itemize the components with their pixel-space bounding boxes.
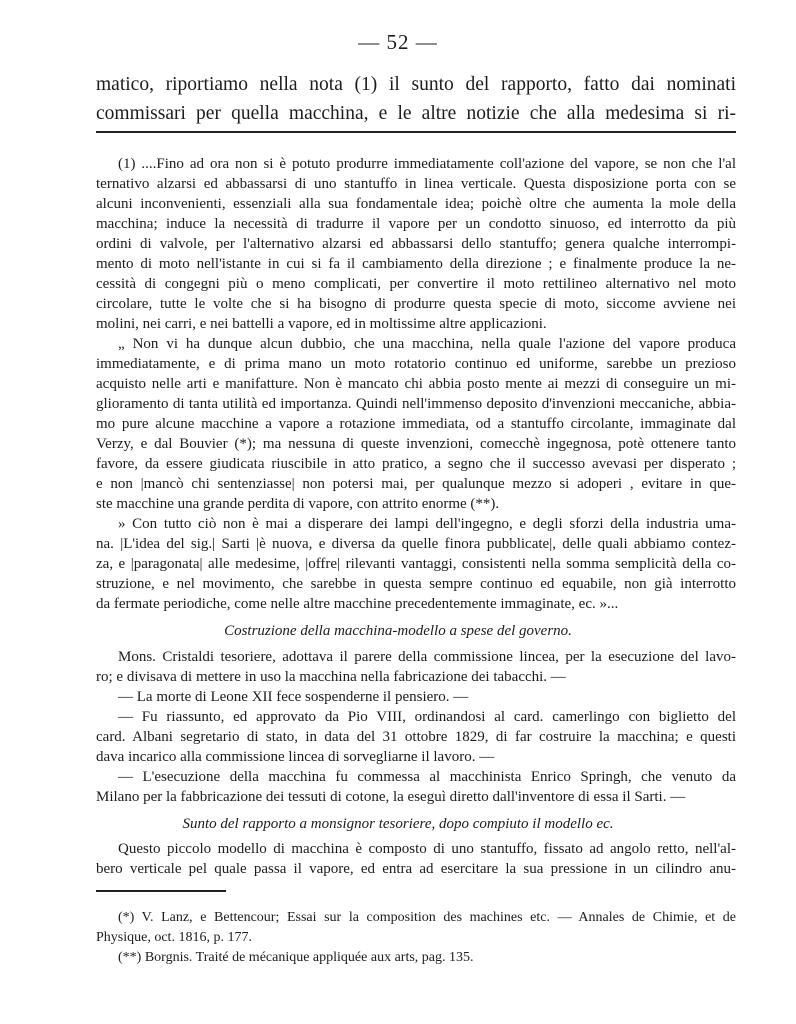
body-line: — L'esecuzione della macchina fu commessa al macchinista Enrico Springh, che venuto da bbox=[118, 769, 736, 785]
note-line: favore, da essere giudicata riuscibile in atto pratico, a segno che il successo avevasi per disperato ; bbox=[96, 456, 736, 472]
note-line: (1) ....Fino ad ora non si è potuto produrre immediatamente coll'azione del vapore, se non che l'al bbox=[118, 156, 736, 172]
note-line: ternativo alzarsi ed abbassarsi di uno stantuffo in linea verticale. Questa disposizione porta con se bbox=[96, 176, 736, 192]
body-line: bero verticale pel quale passa il vapore, ed entra ad esercitare la sua pressione in un cilindro anu- bbox=[96, 861, 736, 877]
body-line: — Fu riassunto, ed approvato da Pio VIII, ordinandosi al card. camerlingo con biglietto del bbox=[118, 709, 736, 725]
body-line: ro; e divisava di mettere in uso la macchina nella fabricazione dei tabacchi. — bbox=[96, 669, 566, 685]
note-line: alcuni inconvenienti, essenziali alla sua fondamentale idea; poichè oltre che aumenta la mole della bbox=[96, 196, 736, 212]
body-line: Milano per la fabbricazione dei tessuti di cotone, la eseguì diretto dall'inventore di essa il Sarti. — bbox=[96, 789, 686, 805]
body-line: dava incarico alla commissione lincea di sorvegliarne il lavoro. — bbox=[96, 749, 495, 765]
note-line: za, e |paragonata| alle medesime, |offre| rilevanti vantaggi, consistenti nella somma semplicità della co- bbox=[96, 556, 736, 572]
note-line: ordini di valvole, per l'alternativo alzarsi ed abbassarsi dello stantuffo; genera qualche interrompi- bbox=[96, 236, 736, 252]
note-line: e non |mancò chi sentenziasse| non potersi mai, per qualunque mezzo si adoperi , evitare in que- bbox=[96, 476, 736, 492]
note-line: na. |L'idea del sig.| Sarti |è nuova, e diversa da quelle finora pubblicate|, delle quali abbiamo contez- bbox=[96, 536, 736, 552]
note-line: Verzy, e dal Bouvier (*); ma nessuna di queste invenzioni, comecchè ingegnosa, potè ottenere tanto bbox=[96, 436, 736, 452]
note-line: » Con tutto ciò non è mai a disperare dei lampi dell'ingegno, e degli sforzi della industria uma- bbox=[118, 516, 736, 532]
note-line: da fermate periodiche, come nelle altre macchine precedentemente immaginate, ec. »... bbox=[96, 596, 619, 612]
body-line: Questo piccolo modello di macchina è composto di uno stantuffo, fissato ad angolo retto, nell'al- bbox=[118, 841, 736, 857]
note-line: glioramento di tanta utilità ed importanza. Quindi nell'immenso deposito d'invenzioni meccaniche, abbia- bbox=[96, 396, 736, 412]
body-line: Mons. Cristaldi tesoriere, adottava il parere della commissione lincea, per la esecuzione del lavo- bbox=[118, 649, 736, 665]
note-line: circolare, tutte le volte che si ha bisogno di produrre questa specie di moto, siccome avviene nei bbox=[96, 296, 736, 312]
footnote: Physique, oct. 1816, p. 177. bbox=[96, 930, 252, 945]
page-number: — 52 — bbox=[358, 30, 438, 54]
top-text-line: matico, riportiamo nella nota (1) il sunto del rapporto, fatto dai nominati bbox=[96, 74, 736, 95]
note-line: struzione, e nel movimento, che sarebbe in questa sempre continuo ed equabile, non già interrotto bbox=[96, 576, 736, 592]
section-heading: Costruzione della macchina-modello a spese del governo. bbox=[224, 623, 572, 639]
top-text-line: commissari per quella macchina, e le altre notizie che alla medesima si ri- bbox=[96, 103, 736, 124]
note-line: mento di moto nell'istante in cui si fa il cambiamento della direzione ; e finalmente produce la ne- bbox=[96, 256, 736, 272]
note-line: macchina; induce la necessità di tradurre il vapore per un condotto sinuoso, ed interrotto da più bbox=[96, 216, 736, 232]
note-line: cessità di congegni più o meno complicati, per convertire il moto rettilineo alternativo nel moto bbox=[96, 276, 736, 292]
note-line: „ Non vi ha dunque alcun dubbio, che una macchina, nella quale l'azione del vapore produca bbox=[118, 336, 736, 352]
body-line: card. Albani segretario di stato, in data del 31 ottobre 1829, di far costruire la macchina; e questi bbox=[96, 729, 736, 745]
note-line: molini, nei carri, e nei battelli a vapore, ed in moltissime altre applicazioni. bbox=[96, 316, 547, 332]
section-heading: Sunto del rapporto a monsignor tesoriere, dopo compiuto il modello ec. bbox=[182, 816, 614, 832]
note-line: ste macchine una grande perdita di vapore, con attrito enorme (**). bbox=[96, 496, 500, 512]
note-line: immediatamente, e di prima mano un moto rotatorio continuo ed uniforme, sarebbe un prezioso bbox=[96, 356, 736, 372]
footnote: (*) V. Lanz, e Bettencour; Essai sur la composition des machines etc. — Annales de Chimie, et de bbox=[118, 910, 736, 925]
footnote-rule bbox=[96, 890, 226, 892]
footnote: (**) Borgnis. Traité de mécanique appliquée aux arts, pag. 135. bbox=[118, 950, 474, 965]
note-line: acquisto nelle arti e manifatture. Non è mancato chi abbia posto mente ai mezzi di conseguire un mi- bbox=[96, 376, 736, 392]
separator-rule bbox=[96, 131, 736, 133]
body-line: — La morte di Leone XII fece sospenderne il pensiero. — bbox=[118, 689, 469, 705]
note-line: mo pure alcune macchine a vapore a rotazione immediata, od a stantuffo circolante, immaginate dal bbox=[96, 416, 736, 432]
